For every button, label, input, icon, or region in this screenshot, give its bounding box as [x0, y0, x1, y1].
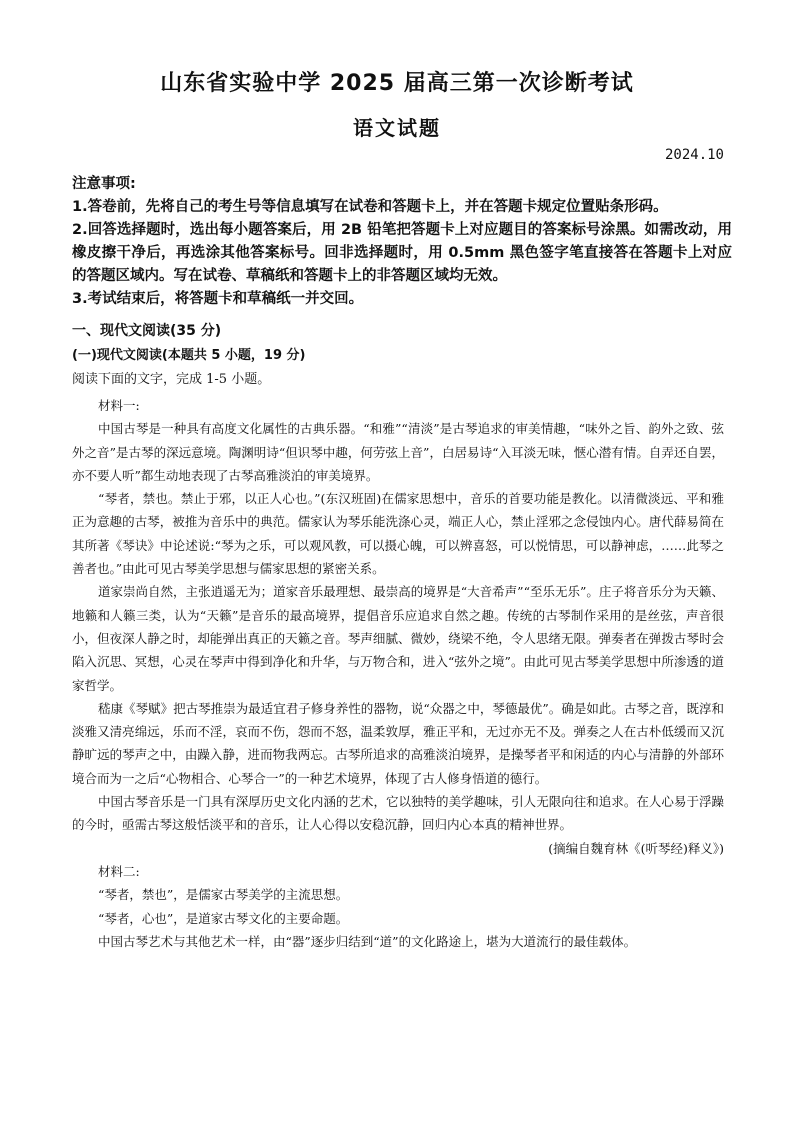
passage-paragraph: “琴者，禁也。禁止于邪，以正人心也。”(东汉班固)在儒家思想中，音乐的首要功能是教化。以清微淡远、平和雅正为意趣的古琴，被推为音乐中的典范。儒家认为琴乐能洗涤心灵，端正人心，禁止淫邪之念侵蚀内心。唐代薛易简在其所著《琴诀》中论述说:“琴为之乐，可以观风教，可以摄心魄，可以辨喜怒，可以悦情思，可以静神虑，……此琴之善者也。”由此可见古琴美学思想与儒家思想的紧密关系。: [72, 491, 724, 577]
notice-item-1: 1.答卷前，先将自己的考生号等信息填写在试卷和答题卡上，并在答题卡规定位置贴条形码。: [72, 199, 668, 215]
passage-paragraph: “琴者，心也”，是道家古琴文化的主要命题。: [98, 910, 349, 926]
section-heading: 一、现代文阅读(35 分): [72, 323, 222, 339]
exam-date: 2024.10: [664, 147, 724, 163]
notice-item-3: 3.考试结束后，将答题卡和草稿纸一并交回。: [72, 291, 364, 307]
passage-paragraph: 道家崇尚自然，主张逍遥无为；道家音乐最理想、最崇高的境界是“大音希声”“至乐无乐”。庄子将音乐分为天籁、地籁和人籁三类，认为“天籁”是音乐的最高境界，提倡音乐应追求自然之趣。传统的古琴制作采用的是丝弦，声音很小，但夜深人静之时，却能弹出真正的天籁之音。琴声细腻、微妙，绕梁不绝，令人思绪无限。弹奏者在弹拨古琴时会陷入沉思、冥想，心灵在琴声中得到净化和升华，与万物合和，进入“弦外之境”。由此可见古琴美学思想中所渗透的道家哲学。: [72, 584, 724, 693]
passage-paragraph: “琴者，禁也”，是儒家古琴美学的主流思想。: [98, 887, 349, 903]
passage-paragraph: 嵇康《琴赋》把古琴推崇为最适宜君子修身养性的器物，说“众器之中，琴德最优”。确是如此。古琴之音，既淳和淡雅又清亮绵远，乐而不淫，哀而不伤，怨而不怒，温柔敦厚，雅正平和，无过亦无不及。弹奏之人在古朴低缓而又沉静旷远的琴声之中，由躁入静，进而物我两忘。古琴所追求的高雅淡泊境界，是操琴者平和闲适的内心与清静的外部环境合而为一之后“心物相合、心琴合一”的一种艺术境界，体现了古人修身悟道的德行。: [72, 700, 724, 786]
passage-body: [72, 394, 724, 953]
notice-item-2: 2.回答选择题时，选出每小题答案后，用 2B 铅笔把答题卡上对应题目的答案标号涂黑。如需改动，用橡皮擦干净后，再选涂其他答案标号。回非选择题时，用 0.5mm 黑色签字笔直接答在答题卡上对应的答题区域内。写在试卷、草稿纸和答题卡上的非答题区域均无效。: [72, 222, 732, 284]
passage-paragraph: 中国古琴音乐是一门具有深厚历史文化内涵的艺术，它以独特的美学趣味，引人无限向往和追求。在人心易于浮躁的今时，亟需古琴这般恬淡平和的音乐，让人心得以安稳沉静，回归内心本真的精神世界。: [72, 794, 724, 833]
passage-source: (摘编自魏育林《(听琴经)释义》): [548, 840, 724, 856]
exam-title: 山东省实验中学 2025 届高三第一次诊断考试: [160, 71, 634, 96]
exam-subtitle: 语文试题: [353, 116, 441, 140]
material-1-label: 材料一:: [98, 398, 140, 413]
notice-heading: 注意事项:: [72, 176, 136, 192]
subsection-heading: (一)现代文阅读(本题共 5 小题，19 分): [72, 348, 306, 363]
passage-paragraph: 中国古琴是一种具有高度文化属性的古典乐器。“和雅”“清淡”是古琴追求的审美情趣，“味外之旨、韵外之致、弦外之音”是古琴的深远意境。陶渊明诗“但识琴中趣，何劳弦上音”，白居易诗“入耳淡无味，惬心潜有情。自弄还自罢，亦不要人听”都生动地表现了古琴高雅淡泊的审美境界。: [72, 421, 724, 483]
reading-instruction: 阅读下面的文字，完成 1-5 小题。: [72, 372, 271, 387]
material-2-label: 材料二:: [98, 863, 140, 879]
passage-paragraph: 中国古琴艺术与其他艺术一样，由“器”逐步归结到“道”的文化路途上，堪为大道流行的最佳载体。: [98, 933, 637, 949]
notice-block: [72, 172, 732, 311]
